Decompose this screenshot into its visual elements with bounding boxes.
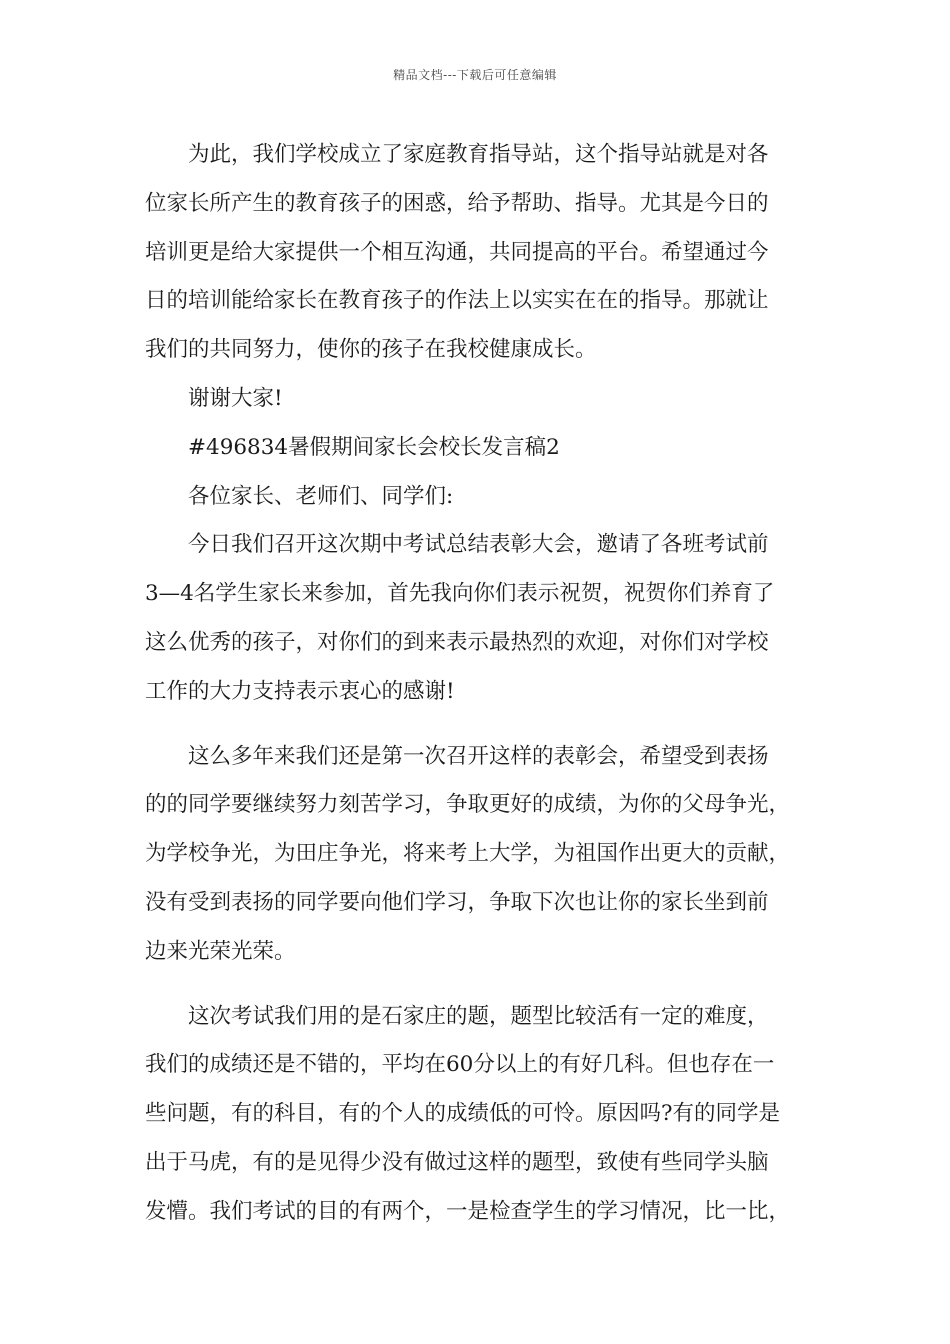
text-line: 为学校争光，为田庄争光，将来考上大学，为祖国作出更大的贡献， bbox=[145, 841, 791, 867]
paragraph-commendation bbox=[145, 733, 815, 977]
text-line: 今日我们召开这次期中考试总结表彰大会，邀请了各班考试前 bbox=[188, 532, 769, 558]
text-line: 这次考试我们用的是石家庄的题，题型比较活有一定的难度， bbox=[188, 1003, 769, 1029]
text-line: 出于马虎，有的是见得少没有做过这样的题型，致使有些同学头脑 bbox=[145, 1149, 769, 1175]
text-line: 为此，我们学校成立了家庭教育指导站，这个指导站就是对各 bbox=[188, 142, 769, 167]
text-line: 发懵。我们考试的目的有两个，一是检查学生的学习情况，比一比， bbox=[145, 1198, 791, 1224]
text-line: 各位家长、老师们、同学们: bbox=[188, 483, 454, 509]
text-line: 日的培训能给家长在教育孩子的作法上以实实在在的指导。那就让 bbox=[145, 288, 769, 314]
paragraph-welcome bbox=[145, 521, 815, 716]
text-line: 谢谢大家! bbox=[188, 385, 283, 411]
text-line: 培训更是给大家提供一个相互沟通，共同提高的平台。希望通过今 bbox=[145, 239, 769, 265]
text-line: 没有受到表扬的同学要向他们学习，争取下次也让你的家长坐到前 bbox=[145, 889, 769, 915]
paragraph-thanks bbox=[145, 375, 815, 424]
paragraph-gap bbox=[145, 977, 815, 993]
text-line: 位家长所产生的教育孩子的困惑，给予帮助、指导。尤其是今日的 bbox=[145, 190, 769, 216]
text-line: 3—4名学生家长来参加，首先我向你们表示祝贺，祝贺你们养育了 bbox=[145, 581, 775, 607]
text-line: 些问题，有的科目，有的个人的成绩低的可怜。原因吗?有的同学是 bbox=[145, 1101, 781, 1127]
document-body bbox=[145, 131, 815, 1237]
text-line: 边来光荣光荣。 bbox=[145, 938, 296, 964]
page-header: 精品文档---下载后可任意编辑 bbox=[393, 68, 557, 82]
text-line: #496834暑假期间家长会校长发言稿2 bbox=[188, 434, 560, 460]
paragraph-exam bbox=[145, 993, 815, 1237]
text-line: 这么多年来我们还是第一次召开这样的表彰会，希望受到表扬 bbox=[188, 743, 769, 769]
paragraph-salutation bbox=[145, 473, 815, 522]
text-line: 我们的成绩还是不错的，平均在60分以上的有好几科。但也存在一 bbox=[145, 1052, 775, 1078]
paragraph-station bbox=[145, 131, 815, 375]
text-line: 这么优秀的孩子，对你们的到来表示最热烈的欢迎，对你们对学校 bbox=[145, 629, 769, 655]
text-line: 工作的大力支持表示衷心的感谢! bbox=[145, 678, 455, 704]
text-line: 我们的共同努力，使你的孩子在我校健康成长。 bbox=[145, 337, 597, 363]
paragraph-gap bbox=[145, 717, 815, 733]
section-title bbox=[145, 424, 815, 473]
text-line: 的的同学要继续努力刻苦学习，争取更好的成绩，为你的父母争光， bbox=[145, 792, 791, 818]
